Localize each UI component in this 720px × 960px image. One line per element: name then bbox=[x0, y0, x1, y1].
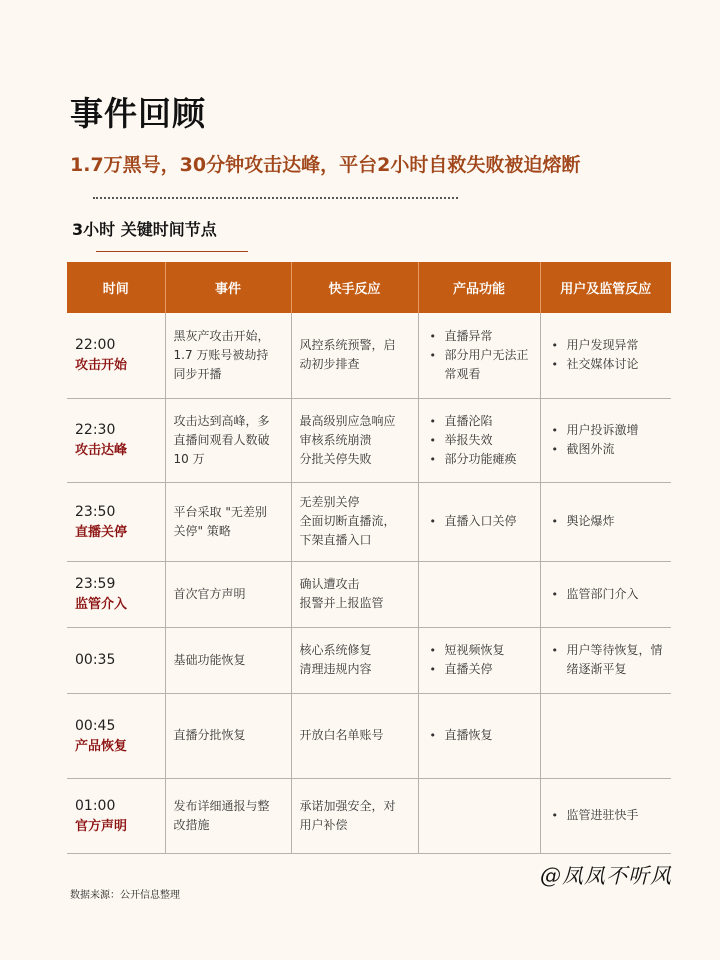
event-line: 平台采取 "无差别 bbox=[173, 504, 267, 519]
product-cell bbox=[418, 482, 540, 561]
list-item: • 直播异常 bbox=[427, 327, 532, 346]
user-list bbox=[549, 421, 664, 459]
response-line: 最高级别应急响应 bbox=[299, 413, 396, 428]
table-row bbox=[67, 778, 671, 853]
response-line: 动初步排查 bbox=[299, 357, 360, 372]
user-list bbox=[549, 641, 664, 679]
event-cell bbox=[165, 313, 291, 398]
list-item: • 用户发现异常 bbox=[549, 336, 664, 355]
product-cell bbox=[418, 778, 540, 853]
response-line: 核心系统修复 bbox=[299, 643, 372, 657]
time-cell bbox=[67, 398, 165, 482]
user-cell bbox=[540, 778, 671, 853]
section-title: 3小时 关键时间节点 bbox=[72, 220, 217, 239]
event-cell bbox=[165, 561, 291, 627]
product-cell bbox=[418, 693, 540, 778]
event-line: 改措施 bbox=[173, 817, 210, 832]
list-item: • 直播恢复 bbox=[427, 726, 532, 745]
response-cell bbox=[291, 778, 418, 853]
table-header-row bbox=[67, 262, 671, 313]
timeline-table bbox=[67, 262, 671, 854]
product-list bbox=[427, 726, 532, 745]
phase-label: 攻击开始 bbox=[75, 358, 128, 374]
header-product: 产品功能 bbox=[418, 262, 540, 313]
product-cell bbox=[418, 561, 540, 627]
user-list bbox=[549, 585, 664, 604]
user-cell bbox=[540, 693, 671, 778]
phase-label: 攻击达峰 bbox=[75, 443, 128, 458]
list-item: • 直播沦陷 bbox=[427, 412, 532, 431]
list-item: • 举报失效 bbox=[427, 431, 532, 450]
time-cell bbox=[67, 313, 165, 398]
list-item: • 舆论爆炸 bbox=[549, 512, 664, 531]
time-value: 00:35 bbox=[75, 652, 116, 668]
response-cell bbox=[291, 561, 418, 627]
event-line: 10 万 bbox=[173, 451, 205, 466]
product-list bbox=[427, 327, 532, 384]
dotted-divider bbox=[93, 197, 458, 199]
time-value: 23:50 bbox=[75, 503, 116, 520]
event-line: 直播分批恢复 bbox=[173, 728, 246, 742]
phase-label: 监管介入 bbox=[75, 597, 128, 612]
header-user: 用户及监管反应 bbox=[540, 262, 671, 313]
list-item: • 监管部门介入 bbox=[549, 585, 664, 604]
event-cell bbox=[165, 778, 291, 853]
table-row bbox=[67, 627, 671, 693]
list-item: • 部分功能瘫痪 bbox=[427, 450, 532, 469]
time-cell bbox=[67, 778, 165, 853]
event-line: 攻击达到高峰，多 bbox=[173, 413, 270, 428]
event-cell bbox=[165, 398, 291, 482]
data-source-note: 数据来源：公开信息整理 bbox=[70, 890, 180, 901]
event-line: 发布详细通报与整 bbox=[173, 798, 270, 813]
time-cell bbox=[67, 627, 165, 693]
event-cell bbox=[165, 693, 291, 778]
table-row bbox=[67, 313, 671, 398]
author-watermark: @凤凤不听风 bbox=[540, 864, 672, 888]
event-line: 首次官方声明 bbox=[173, 586, 246, 601]
user-cell bbox=[540, 561, 671, 627]
response-line: 确认遭攻击 bbox=[299, 577, 360, 591]
user-list bbox=[549, 336, 664, 374]
time-cell bbox=[67, 561, 165, 627]
product-cell bbox=[418, 313, 540, 398]
header-event: 事件 bbox=[165, 262, 291, 313]
user-list bbox=[549, 806, 664, 825]
user-cell bbox=[540, 627, 671, 693]
phase-label: 直播关停 bbox=[75, 524, 128, 540]
response-cell bbox=[291, 693, 418, 778]
phase-label: 官方声明 bbox=[75, 818, 128, 834]
page-title: 事件回顾 bbox=[70, 94, 206, 133]
time-value: 00:45 bbox=[75, 717, 116, 734]
time-value: 01:00 bbox=[75, 797, 116, 814]
response-line: 无差别关停 bbox=[299, 495, 360, 509]
time-cell bbox=[67, 482, 165, 561]
user-list bbox=[549, 512, 664, 531]
table-row bbox=[67, 482, 671, 561]
list-item: • 直播入口关停 bbox=[427, 512, 532, 531]
header-response: 快手反应 bbox=[291, 262, 418, 313]
event-cell bbox=[165, 482, 291, 561]
event-line: 同步开播 bbox=[173, 366, 222, 381]
user-cell bbox=[540, 482, 671, 561]
list-item: • 监管进驻快手 bbox=[549, 806, 664, 825]
event-line: 关停" 策略 bbox=[173, 523, 231, 538]
response-cell bbox=[291, 627, 418, 693]
time-value: 22:30 bbox=[75, 422, 116, 438]
product-list bbox=[427, 412, 532, 469]
time-cell bbox=[67, 693, 165, 778]
response-cell bbox=[291, 398, 418, 482]
event-line: 直播间观看人数破 bbox=[173, 432, 270, 447]
response-line: 分批关停失败 bbox=[299, 451, 372, 466]
event-line: 基础功能恢复 bbox=[173, 652, 246, 667]
page-subtitle: 1.7万黑号，30分钟攻击达峰，平台2小时自救失败被迫熔断 bbox=[70, 154, 581, 176]
product-cell bbox=[418, 627, 540, 693]
response-line: 开放白名单账号 bbox=[299, 728, 384, 742]
list-item: • 社交媒体讨论 bbox=[549, 355, 664, 374]
product-list bbox=[427, 641, 532, 679]
response-line: 报警并上报监管 bbox=[299, 596, 384, 610]
time-value: 22:00 bbox=[75, 337, 116, 354]
table-row bbox=[67, 693, 671, 778]
header-time: 时间 bbox=[67, 262, 165, 313]
time-value: 23:59 bbox=[75, 576, 116, 592]
response-cell bbox=[291, 482, 418, 561]
list-item: • 部分用户无法正常观看 bbox=[427, 346, 532, 384]
event-cell bbox=[165, 627, 291, 693]
response-line: 承诺加强安全，对 bbox=[299, 798, 396, 813]
table-row bbox=[67, 561, 671, 627]
list-item: • 用户投诉激增 bbox=[549, 421, 664, 440]
response-line: 用户补偿 bbox=[299, 817, 348, 832]
section-underline bbox=[96, 251, 248, 252]
product-list bbox=[427, 512, 532, 531]
user-cell bbox=[540, 398, 671, 482]
response-line: 风控系统预警，启 bbox=[299, 338, 396, 353]
list-item: • 直播关停 bbox=[427, 660, 532, 679]
event-line: 1.7 万账号被劫持 bbox=[173, 347, 269, 362]
response-line: 审核系统崩溃 bbox=[299, 432, 372, 447]
phase-label: 产品恢复 bbox=[75, 738, 128, 754]
user-cell bbox=[540, 313, 671, 398]
list-item: • 截图外流 bbox=[549, 440, 664, 459]
response-line: 下架直播入口 bbox=[299, 533, 372, 547]
response-line: 清理违规内容 bbox=[299, 662, 372, 676]
list-item: • 短视频恢复 bbox=[427, 641, 532, 660]
response-cell bbox=[291, 313, 418, 398]
product-cell bbox=[418, 398, 540, 482]
response-line: 全面切断直播流， bbox=[299, 514, 396, 528]
table-row bbox=[67, 398, 671, 482]
list-item: • 用户等待恢复，情绪逐渐平复 bbox=[549, 641, 664, 679]
event-line: 黑灰产攻击开始， bbox=[173, 328, 270, 343]
